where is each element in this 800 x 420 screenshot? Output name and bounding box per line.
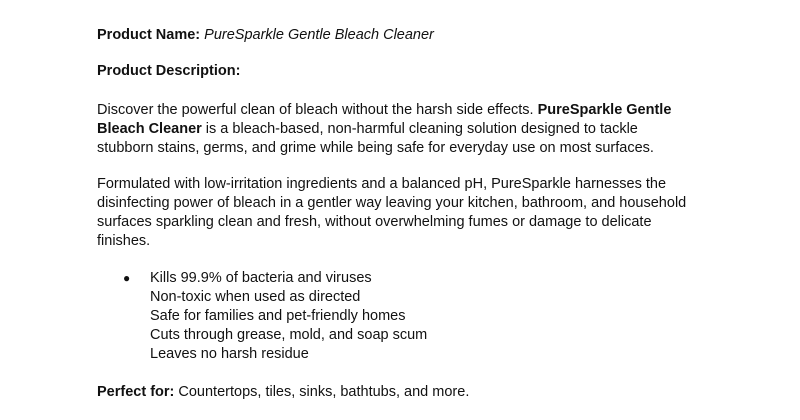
perfect-for-line — [97, 383, 737, 402]
paragraph-2-line-3: surfaces sparkling clean and fresh, without overwhelming fumes or damage to delicate — [97, 214, 652, 230]
list-item: Cuts through grease, mold, and soap scum — [150, 327, 428, 343]
paragraph-1-line-3: stubborn stains, germs, and grime while being safe for everyday use on most surfaces. — [97, 140, 654, 156]
list-item: Kills 99.9% of bacteria and viruses — [150, 270, 372, 286]
product-name-value: PureSparkle Gentle Bleach Cleaner — [204, 27, 434, 43]
product-name-line — [97, 26, 737, 45]
paragraph-1-line-2 — [97, 120, 737, 139]
paragraph-1-product-bold-a: PureSparkle Gentle — [537, 102, 672, 118]
description-paragraph-2 — [97, 175, 737, 251]
paragraph-1-line-1 — [97, 101, 737, 120]
paragraph-2-line-4: finishes. — [97, 233, 151, 249]
perfect-for-value: Countertops, tiles, sinks, bathtubs, and more. — [174, 384, 470, 400]
description-heading: Product Description: — [97, 63, 241, 79]
document-body — [97, 26, 737, 402]
perfect-for-label: Perfect for: — [97, 384, 175, 400]
list-item: Safe for families and pet-friendly homes — [150, 308, 406, 324]
paragraph-1-product-bold-b: Bleach Cleaner — [97, 121, 202, 137]
bullet-dot-icon: ● — [123, 271, 131, 285]
feature-bullet-list — [97, 269, 737, 364]
list-item: Leaves no harsh residue — [150, 346, 309, 362]
description-paragraph-1 — [97, 101, 737, 158]
paragraph-2-line-2: disinfecting power of bleach in a gentler way leaving your kitchen, bathroom, and household — [97, 195, 687, 211]
product-name-label: Product Name: — [97, 27, 201, 43]
list-item: Non-toxic when used as directed — [150, 289, 361, 305]
paragraph-1-text-b: is a bleach-based, non-harmful cleaning solution designed to tackle — [201, 121, 638, 137]
paragraph-1-text-a: Discover the powerful clean of bleach without the harsh side effects. — [97, 102, 538, 118]
paragraph-2-line-1: Formulated with low-irritation ingredients and a balanced pH, PureSparkle harnesses the — [97, 176, 667, 192]
